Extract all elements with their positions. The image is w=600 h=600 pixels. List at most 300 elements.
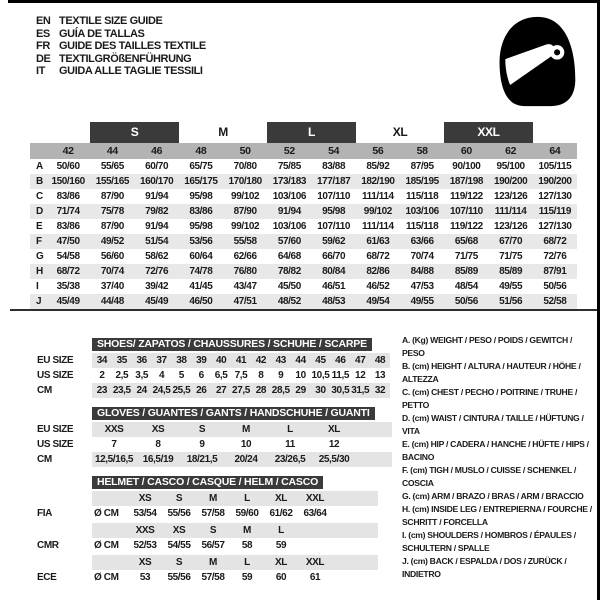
helmet-size-row — [30, 555, 378, 570]
size-group-XXL: XXL — [444, 122, 533, 143]
size-value: 119/122 — [449, 221, 483, 232]
size-value: 67/70 — [499, 236, 523, 247]
language-row — [36, 40, 206, 53]
size-value: 49/55 — [499, 281, 523, 292]
size-value: 53/56 — [189, 236, 213, 247]
size-value: 7 — [111, 439, 117, 450]
size-value: 44 — [295, 355, 306, 366]
size-value: 2,5 — [115, 370, 129, 381]
size-value: 11,5 — [331, 370, 349, 381]
size-group-header-row — [30, 122, 577, 143]
size-value: 107/110 — [317, 221, 351, 232]
apparel-row-A — [30, 159, 577, 174]
helmet-measure: 57/58 — [201, 508, 225, 519]
legend-item: G. (cm) ARM / BRAZO / BRAS / ARM / BRACCIO — [402, 491, 584, 501]
legend-item: J. (cm) BACK / ESPALDA / DOS / ZURÜCK / INDIETRO — [402, 556, 567, 579]
helmet-measure — [298, 538, 332, 553]
size-value: 48/53 — [322, 296, 346, 307]
size-value: 12 — [328, 439, 340, 450]
size-value: 61/63 — [366, 236, 390, 247]
helmet-size: XS — [138, 493, 152, 504]
language-title-list — [36, 15, 206, 78]
size-value: 115/119 — [538, 206, 571, 217]
size-value: 65/75 — [189, 161, 213, 172]
apparel-row-B — [30, 174, 577, 189]
size-value: 170/180 — [228, 176, 262, 187]
size-value: 185/195 — [405, 176, 439, 187]
size-value: 90/100 — [452, 161, 481, 172]
shoes-title: SHOES/ ZAPATOS / CHAUSSURES / SCHUHE / SCARPE — [92, 338, 372, 351]
size-value: 64/68 — [277, 251, 301, 262]
size-value: 26 — [196, 385, 207, 396]
apparel-row-E — [30, 219, 577, 234]
size-value: 43 — [275, 355, 286, 366]
size-value: 51/56 — [499, 296, 523, 307]
size-number: 44 — [106, 145, 118, 157]
size-value: 25,5/30 — [318, 454, 350, 465]
size-value: 30,5 — [331, 385, 350, 396]
size-value: 46/52 — [366, 281, 390, 292]
size-value: 123/126 — [493, 191, 528, 202]
size-value: 63/66 — [410, 236, 434, 247]
size-number: 52 — [283, 145, 295, 157]
helmet-size: S — [175, 493, 183, 504]
helmet-size-row — [30, 491, 378, 506]
language-code: IT — [36, 65, 45, 78]
size-value: 12,5/16,5 — [94, 454, 134, 465]
section-row — [30, 383, 390, 398]
size-value: 46 — [335, 355, 346, 366]
section-row — [30, 368, 390, 383]
size-value: 55/58 — [233, 236, 257, 247]
size-value: 150/160 — [51, 176, 85, 187]
size-value: 28 — [255, 385, 267, 396]
helmet-measure: 63/64 — [303, 508, 327, 519]
size-value: 24,5 — [152, 385, 171, 396]
size-value: 41 — [235, 355, 247, 366]
legend-item: H. (cm) INSIDE LEG / ENTREPIERNA / FOURCHE / SCHRITT / FORCELLA — [402, 504, 592, 527]
size-value: 80/84 — [322, 266, 346, 277]
size-value: 66/70 — [322, 251, 346, 262]
size-value: 42 — [255, 355, 267, 366]
apparel-row-J — [30, 294, 577, 309]
size-group-XL: XL — [392, 125, 408, 139]
size-value: 50/60 — [56, 161, 80, 172]
apparel-row-I — [30, 279, 577, 294]
measurement-legend — [402, 334, 595, 581]
size-value: 23,5 — [112, 385, 131, 396]
helmet-measure: 54/55 — [167, 540, 191, 551]
size-value: 13 — [374, 370, 386, 381]
helmet-rows — [30, 491, 378, 585]
size-number: 60 — [460, 145, 472, 157]
helmet-size: XXS — [135, 525, 155, 536]
row-filler — [332, 523, 378, 538]
legend-item: F. (cm) TIGH / MUSLO / CUISSE / SCHENKEL / COSCIA — [402, 465, 576, 488]
size-value: 87/90 — [100, 221, 124, 232]
size-number: 46 — [151, 145, 163, 157]
row-filler — [332, 538, 378, 553]
size-value: 25,5 — [172, 385, 191, 396]
legend-item: D. (cm) WAIST / CINTURA / TAILLE / HÜFTUNG / VITA — [402, 413, 584, 436]
size-value: 5 — [178, 370, 184, 381]
size-value: 115/118 — [406, 221, 439, 232]
size-value: 41/45 — [189, 281, 213, 292]
size-value: 103/106 — [405, 206, 439, 217]
size-value: 35/38 — [56, 281, 80, 292]
guide-title: GUIDA ALLE TAGLIE TESSILI — [59, 65, 203, 78]
helmet-standard-CMR — [30, 523, 378, 553]
row-filler — [332, 506, 378, 521]
diameter-spacer — [92, 555, 128, 570]
apparel-row-F — [30, 234, 577, 249]
helmet-measure: 60 — [275, 572, 287, 583]
helmet-measure-values — [92, 570, 378, 585]
size-value: 10 — [240, 439, 252, 450]
size-value: 23/26,5 — [274, 454, 306, 465]
helmet-measure: 57/58 — [201, 572, 225, 583]
size-value: 20/24 — [234, 454, 258, 465]
size-value: 107/110 — [449, 206, 483, 217]
apparel-row-D — [30, 204, 577, 219]
size-value: 49/54 — [366, 296, 390, 307]
section-row-values — [92, 452, 392, 467]
size-value: 84/88 — [410, 266, 434, 277]
section-row — [30, 452, 392, 467]
size-value: 44/48 — [100, 296, 124, 307]
row-filler — [356, 422, 392, 437]
size-value: L — [287, 424, 293, 435]
legend-item: E. (cm) HIP / CADERA / HANCHE / HÜFTE / HIPS / BACINO — [402, 439, 589, 462]
row-label-empty — [30, 555, 92, 570]
size-value: M — [242, 424, 250, 435]
size-value: 24 — [136, 385, 147, 396]
size-value: 127/130 — [538, 221, 572, 232]
helmet-measure-values — [92, 538, 378, 553]
size-value: 83/86 — [56, 191, 80, 202]
size-value: 79/82 — [145, 206, 169, 217]
size-value: 37/40 — [100, 281, 124, 292]
size-value: 83/86 — [56, 221, 80, 232]
size-value: 4 — [158, 370, 165, 381]
size-number-row — [30, 143, 577, 159]
size-number: 62 — [505, 145, 517, 157]
size-value: 45/49 — [145, 296, 169, 307]
size-value: 177/187 — [316, 176, 351, 187]
size-value: 165/175 — [184, 176, 218, 187]
size-value: 91/94 — [277, 206, 301, 217]
shoes-section — [30, 334, 390, 398]
size-value: XXS — [104, 424, 124, 435]
helmet-size-values — [92, 491, 378, 506]
helmet-size: L — [278, 525, 284, 536]
size-value: 95/98 — [189, 221, 213, 232]
helmet-size: M — [209, 493, 217, 504]
size-value: 36 — [136, 355, 147, 366]
apparel-rows — [30, 159, 577, 309]
size-value: 65/68 — [454, 236, 478, 247]
apparel-row-G — [30, 249, 577, 264]
helmet-size: XXL — [305, 557, 325, 568]
size-value: 70/74 — [100, 266, 124, 277]
size-value: 34 — [96, 355, 108, 366]
row-letter: J — [36, 296, 42, 307]
helmet-size: L — [244, 493, 250, 504]
size-value: 103/106 — [272, 221, 307, 232]
size-value: 76/80 — [233, 266, 257, 277]
row-label: EU SIZE — [37, 424, 74, 435]
size-value: 23 — [96, 385, 108, 396]
size-value: 48/52 — [277, 296, 301, 307]
guide-title: GUIDE DES TAILLES TEXTILE — [59, 40, 206, 53]
size-value: 47/51 — [233, 296, 257, 307]
size-value: 103/106 — [272, 191, 307, 202]
size-value: 127/130 — [538, 191, 572, 202]
helmet-measure: 59 — [241, 572, 253, 583]
apparel-row-values — [46, 294, 577, 309]
helmet-size: S — [175, 557, 183, 568]
apparel-row-C — [30, 189, 577, 204]
section-row-values — [92, 353, 390, 368]
helmet-measure: 58 — [241, 540, 253, 551]
row-filler — [332, 570, 378, 585]
helmet-measure: 61 — [309, 572, 321, 583]
helmet-measure: 61/62 — [269, 508, 293, 519]
size-value: XS — [151, 424, 165, 435]
helmet-size — [298, 523, 332, 538]
size-value: 71/75 — [454, 251, 478, 262]
diameter-label: Ø CM — [94, 540, 119, 551]
size-value: 68/72 — [366, 251, 390, 262]
size-value: 85/92 — [366, 161, 390, 172]
size-value: 9 — [278, 370, 284, 381]
row-letter: C — [36, 191, 43, 202]
helmet-size: XL — [275, 493, 287, 504]
size-value: 87/90 — [100, 191, 124, 202]
size-value: 47/53 — [410, 281, 434, 292]
size-value: 35 — [116, 355, 127, 366]
size-value: 28,5 — [271, 385, 290, 396]
section-divider — [10, 309, 597, 311]
size-number-grid — [46, 143, 577, 159]
size-value: 62/66 — [233, 251, 257, 262]
size-value: 7,5 — [234, 370, 248, 381]
top-border — [8, 0, 600, 3]
helmet-size: XS — [138, 557, 152, 568]
row-label: EU SIZE — [37, 355, 74, 366]
size-value: 70/74 — [410, 251, 434, 262]
size-value: 29 — [295, 385, 306, 396]
row-filler — [356, 452, 392, 467]
size-value: 182/190 — [361, 176, 395, 187]
size-value: 68/72 — [56, 266, 80, 277]
size-value: 32 — [374, 385, 386, 396]
size-value: 123/126 — [493, 221, 528, 232]
size-group-M: M — [218, 125, 228, 139]
size-number: 42 — [62, 145, 74, 157]
gloves-rows — [30, 422, 392, 467]
language-code: ES — [36, 27, 50, 40]
size-value: 51/54 — [145, 236, 169, 247]
size-number: 50 — [239, 145, 251, 157]
row-label: US SIZE — [37, 370, 74, 381]
section-row-values — [92, 383, 390, 398]
row-label-empty — [30, 491, 92, 506]
helmet-standard-FIA — [30, 491, 378, 521]
size-value: 52/58 — [543, 296, 567, 307]
apparel-row-values — [46, 159, 577, 174]
row-letter: G — [36, 251, 44, 262]
size-value: 8 — [155, 439, 161, 450]
size-value: 45/50 — [277, 281, 301, 292]
size-value: 49/55 — [410, 296, 434, 307]
row-letter: A — [36, 161, 43, 172]
size-value: 115/118 — [406, 191, 439, 202]
size-value: XL — [328, 424, 340, 435]
size-value: 70/80 — [233, 161, 257, 172]
apparel-row-values — [46, 204, 577, 219]
row-label: CM — [37, 454, 52, 465]
helmet-standard-ECE — [30, 555, 378, 585]
row-label: CM — [37, 385, 52, 396]
row-letter: D — [36, 206, 43, 217]
helmet-size: XL — [275, 557, 287, 568]
section-row-values — [92, 437, 392, 452]
helmet-size-row — [30, 523, 378, 538]
size-value: 155/165 — [95, 176, 130, 187]
size-value: 48/54 — [454, 281, 478, 292]
size-value: 87/95 — [410, 161, 434, 172]
size-value: 75/78 — [100, 206, 124, 217]
helmet-size: S — [209, 525, 217, 536]
standard-label: ECE — [37, 572, 57, 583]
size-value: 87/91 — [543, 266, 567, 277]
diameter-label: Ø CM — [94, 572, 119, 583]
size-value: 37 — [156, 355, 167, 366]
section-row-values — [92, 422, 392, 437]
size-value: 2 — [99, 370, 105, 381]
row-letter: B — [36, 176, 43, 187]
row-letter: F — [36, 236, 42, 247]
size-value: 18/21,5 — [186, 454, 218, 465]
size-value: 27 — [215, 385, 227, 396]
size-value: 49/52 — [100, 236, 124, 247]
group-row-spacer — [30, 122, 46, 143]
apparel-row-H — [30, 264, 577, 279]
guide-title: TEXTILE SIZE GUIDE — [59, 15, 163, 27]
size-value: 59/62 — [322, 236, 346, 247]
size-value: 71/74 — [56, 206, 80, 217]
size-value: S — [198, 424, 206, 435]
size-value: 10,5 — [311, 370, 330, 381]
language-code: EN — [36, 15, 51, 27]
helmet-measure: 52/53 — [133, 540, 157, 551]
helmet-size: M — [243, 525, 251, 536]
size-value: 119/122 — [449, 191, 483, 202]
standard-label: CMR — [37, 540, 59, 551]
language-row — [36, 53, 206, 66]
guide-title: GUÍA DE TALLAS — [59, 27, 145, 40]
size-value: 6 — [198, 370, 204, 381]
helmet-size: XS — [172, 525, 186, 536]
size-value: 91/94 — [145, 221, 169, 232]
size-value: 55/65 — [100, 161, 124, 172]
row-letter: E — [36, 221, 43, 232]
apparel-row-values — [46, 264, 577, 279]
size-value: 60/70 — [145, 161, 169, 172]
gloves-section — [30, 403, 392, 467]
size-number: 56 — [372, 145, 384, 157]
size-value: 72/76 — [145, 266, 169, 277]
size-number: 54 — [328, 145, 340, 157]
size-value: 111/114 — [362, 191, 394, 202]
size-value: 91/94 — [145, 191, 169, 202]
size-value: 40 — [215, 355, 227, 366]
size-value: 46/51 — [322, 281, 346, 292]
helmet-measure: 56/57 — [201, 540, 225, 551]
apparel-row-values — [46, 279, 577, 294]
size-value: 38 — [176, 355, 187, 366]
size-value: 83/88 — [322, 161, 346, 172]
helmet-icon — [492, 14, 580, 108]
size-value: 160/170 — [139, 176, 174, 187]
size-value: 107/110 — [317, 191, 351, 202]
row-filler — [356, 437, 392, 452]
size-value: 47/50 — [56, 236, 80, 247]
size-value: 27,5 — [232, 385, 250, 396]
helmet-section — [30, 472, 378, 587]
size-group-L: L — [267, 122, 356, 143]
apparel-row-values — [46, 249, 577, 264]
size-number: 48 — [195, 145, 207, 157]
size-value: 75/85 — [277, 161, 301, 172]
size-value: 83/86 — [189, 206, 213, 217]
legend-item: I. (cm) SHOULDERS / HOMBROS / ÉPAULES / SCHULTERN / SPALLE — [402, 530, 576, 553]
helmet-size: L — [244, 557, 250, 568]
size-value: 71/75 — [499, 251, 523, 262]
helmet-measure: 59 — [275, 540, 287, 551]
size-value: 173/183 — [272, 176, 307, 187]
size-value: 72/76 — [543, 251, 567, 262]
helmet-size-values — [92, 523, 378, 538]
helmet-size: M — [209, 557, 217, 568]
shoes-rows — [30, 353, 390, 398]
apparel-size-table — [30, 122, 577, 309]
size-value: 57/60 — [277, 236, 301, 247]
size-value: 105/115 — [538, 161, 572, 172]
size-value: 87/90 — [233, 206, 257, 217]
helmet-size-values — [92, 555, 378, 570]
size-value: 95/100 — [496, 161, 525, 172]
helmet-title: HELMET / CASCO / CASQUE / HELM / CASCO — [92, 476, 323, 489]
helmet-value-row — [30, 570, 378, 585]
size-value: 10 — [295, 370, 306, 381]
language-code: DE — [36, 52, 51, 65]
legend-item: A. (Kg) WEIGHT / PESO / POIDS / GEWITCH / PESO — [402, 335, 573, 358]
size-value: 95/98 — [189, 191, 213, 202]
apparel-row-values — [46, 219, 577, 234]
size-value: 45 — [315, 355, 326, 366]
size-value: 56/60 — [100, 251, 124, 262]
helmet-value-row — [30, 506, 378, 521]
size-value: 30 — [315, 385, 326, 396]
size-value: 6,5 — [214, 370, 228, 381]
row-label: US SIZE — [37, 439, 74, 450]
helmet-measure: 59/60 — [235, 508, 259, 519]
size-value: 46/50 — [189, 296, 213, 307]
size-value: 39 — [196, 355, 207, 366]
size-value: 8 — [258, 370, 264, 381]
